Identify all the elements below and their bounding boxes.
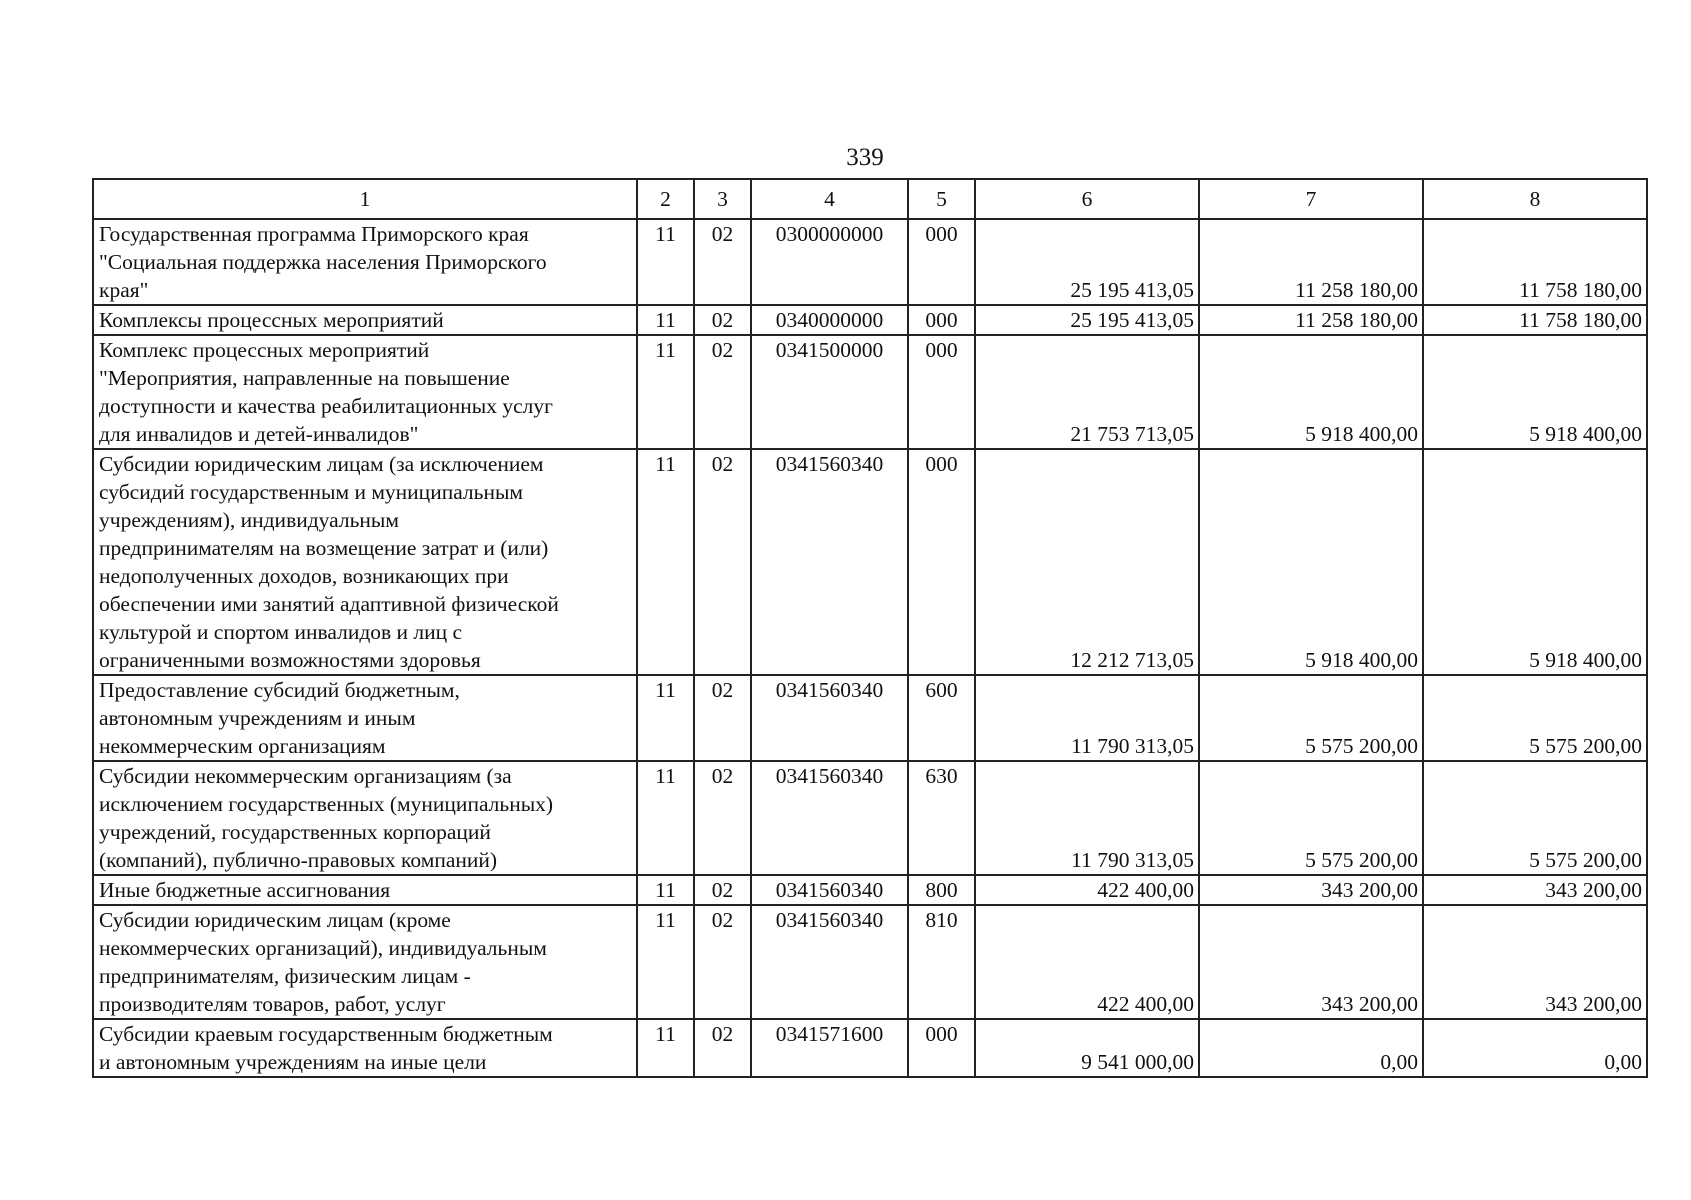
amount-col6-cell: 422 400,00 <box>975 875 1199 905</box>
expense-type-cell: 000 <box>908 1019 975 1077</box>
amount-col7-cell: 11 258 180,00 <box>1199 219 1423 305</box>
page-number: 339 <box>846 144 884 171</box>
row-name-cell: Субсидии краевым государственным бюджетным и автономным учреждениям на иные цели <box>93 1019 637 1077</box>
section-code-cell: 11 <box>637 305 694 335</box>
amount-col8-cell: 5 575 200,00 <box>1423 675 1647 761</box>
section-code-cell: 11 <box>637 1019 694 1077</box>
amount-col7-cell: 5 575 200,00 <box>1199 675 1423 761</box>
amount-col6-cell: 12 212 713,05 <box>975 449 1199 675</box>
amount-col7-cell: 0,00 <box>1199 1019 1423 1077</box>
amount-col6-cell: 11 790 313,05 <box>975 761 1199 875</box>
target-article-cell: 0341560340 <box>751 449 908 675</box>
target-article-cell: 0340000000 <box>751 305 908 335</box>
subsection-code-cell: 02 <box>694 875 751 905</box>
amount-col8-cell: 5 918 400,00 <box>1423 335 1647 449</box>
row-name-cell: Субсидии юридическим лицам (за исключением субсидий государственным и муниципальным учреждениям), индивидуальным предпринимателям на возмещение затрат и (или) недополученных доходов, возникающих при обеспечении ими занятий адаптивной физической культурой и спортом инвалидов и лиц с ограниченными возможностями здоровья <box>93 449 637 675</box>
subsection-code-cell: 02 <box>694 305 751 335</box>
expense-type-cell: 600 <box>908 675 975 761</box>
row-name-cell: Субсидии юридическим лицам (кроме некоммерческих организаций), индивидуальным предпринимателям, физическим лицам - производителям товаров, работ, услуг <box>93 905 637 1019</box>
amount-col8-cell: 0,00 <box>1423 1019 1647 1077</box>
table-row <box>93 1019 1647 1077</box>
column-header: 6 <box>975 179 1199 219</box>
target-article-cell: 0300000000 <box>751 219 908 305</box>
column-header: 8 <box>1423 179 1647 219</box>
row-name-cell: Комплексы процессных мероприятий <box>93 305 637 335</box>
target-article-cell: 0341560340 <box>751 761 908 875</box>
amount-col6-cell: 9 541 000,00 <box>975 1019 1199 1077</box>
subsection-code-cell: 02 <box>694 449 751 675</box>
target-article-cell: 0341500000 <box>751 335 908 449</box>
subsection-code-cell: 02 <box>694 761 751 875</box>
column-header: 2 <box>637 179 694 219</box>
table-row <box>93 761 1647 875</box>
section-code-cell: 11 <box>637 905 694 1019</box>
column-header: 7 <box>1199 179 1423 219</box>
section-code-cell: 11 <box>637 675 694 761</box>
amount-col8-cell: 11 758 180,00 <box>1423 305 1647 335</box>
amount-col7-cell: 5 918 400,00 <box>1199 449 1423 675</box>
amount-col6-cell: 21 753 713,05 <box>975 335 1199 449</box>
expense-type-cell: 810 <box>908 905 975 1019</box>
expense-type-cell: 000 <box>908 449 975 675</box>
subsection-code-cell: 02 <box>694 675 751 761</box>
section-code-cell: 11 <box>637 875 694 905</box>
table-row <box>93 449 1647 675</box>
column-header: 5 <box>908 179 975 219</box>
subsection-code-cell: 02 <box>694 335 751 449</box>
expense-type-cell: 000 <box>908 335 975 449</box>
amount-col7-cell: 5 575 200,00 <box>1199 761 1423 875</box>
amount-col7-cell: 5 918 400,00 <box>1199 335 1423 449</box>
table-row <box>93 875 1647 905</box>
amount-col6-cell: 25 195 413,05 <box>975 219 1199 305</box>
table-row <box>93 305 1647 335</box>
section-code-cell: 11 <box>637 335 694 449</box>
expense-type-cell: 630 <box>908 761 975 875</box>
expense-type-cell: 000 <box>908 305 975 335</box>
target-article-cell: 0341571600 <box>751 1019 908 1077</box>
column-header: 4 <box>751 179 908 219</box>
row-name-cell: Комплекс процессных мероприятий "Мероприятия, направленные на повышение доступности и качества реабилитационных услуг для инвалидов и детей-инвалидов" <box>93 335 637 449</box>
amount-col8-cell: 5 575 200,00 <box>1423 761 1647 875</box>
amount-col8-cell: 343 200,00 <box>1423 875 1647 905</box>
amount-col7-cell: 343 200,00 <box>1199 905 1423 1019</box>
section-code-cell: 11 <box>637 761 694 875</box>
column-header: 1 <box>93 179 637 219</box>
table-row <box>93 905 1647 1019</box>
target-article-cell: 0341560340 <box>751 675 908 761</box>
section-code-cell: 11 <box>637 219 694 305</box>
amount-col6-cell: 11 790 313,05 <box>975 675 1199 761</box>
row-name-cell: Иные бюджетные ассигнования <box>93 875 637 905</box>
section-code-cell: 11 <box>637 449 694 675</box>
target-article-cell: 0341560340 <box>751 875 908 905</box>
row-name-cell: Предоставление субсидий бюджетным, автономным учреждениям и иным некоммерческим организациям <box>93 675 637 761</box>
subsection-code-cell: 02 <box>694 905 751 1019</box>
budget-table <box>92 178 1648 1078</box>
table-row <box>93 219 1647 305</box>
target-article-cell: 0341560340 <box>751 905 908 1019</box>
amount-col8-cell: 343 200,00 <box>1423 905 1647 1019</box>
amount-col6-cell: 422 400,00 <box>975 905 1199 1019</box>
amount-col8-cell: 11 758 180,00 <box>1423 219 1647 305</box>
expense-type-cell: 800 <box>908 875 975 905</box>
amount-col7-cell: 343 200,00 <box>1199 875 1423 905</box>
amount-col6-cell: 25 195 413,05 <box>975 305 1199 335</box>
row-name-cell: Субсидии некоммерческим организациям (за исключением государственных (муниципальных) учреждений, государственных корпораций (компаний), публично-правовых компаний) <box>93 761 637 875</box>
amount-col7-cell: 11 258 180,00 <box>1199 305 1423 335</box>
expense-type-cell: 000 <box>908 219 975 305</box>
table-row <box>93 675 1647 761</box>
row-name-cell: Государственная программа Приморского края "Социальная поддержка населения Приморского края" <box>93 219 637 305</box>
amount-col8-cell: 5 918 400,00 <box>1423 449 1647 675</box>
table-header-row <box>93 179 1647 219</box>
table-row <box>93 335 1647 449</box>
subsection-code-cell: 02 <box>694 1019 751 1077</box>
column-header: 3 <box>694 179 751 219</box>
subsection-code-cell: 02 <box>694 219 751 305</box>
